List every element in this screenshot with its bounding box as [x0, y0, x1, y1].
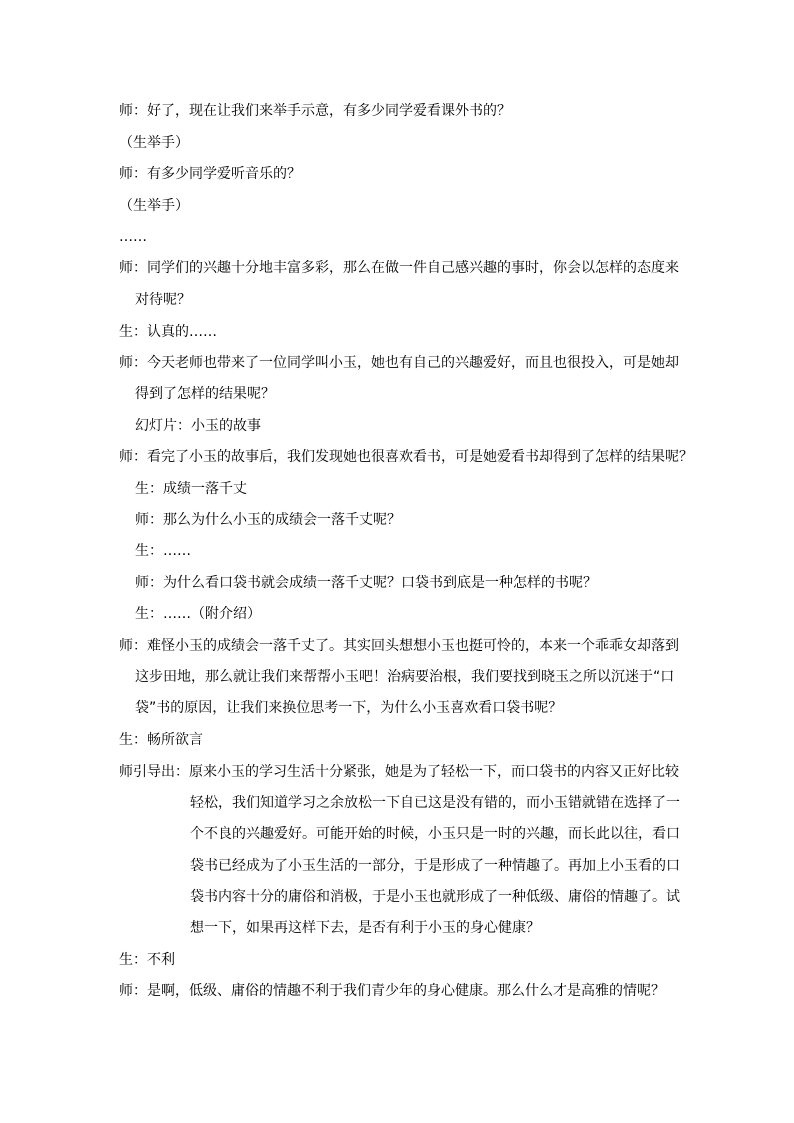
dialogue-line-continuation: 个不良的兴趣爱好。可能开始的时候，小玉只是一时的兴趣，而长此以往，看口 [190, 826, 680, 842]
dialogue-line: 师：难怪小玉的成绩会一落千丈了。其实回头想想小玉也挺可怜的，本来一个乖乖女却落到 [119, 638, 679, 654]
dialogue-line: 师：为什么看口袋书就会成绩一落千丈呢？口袋书到底是一种怎样的书呢？ [135, 575, 597, 591]
slide-note: 幻灯片：小玉的故事 [135, 418, 261, 434]
dialogue-line: 师：那么为什么小玉的成绩会一落千丈呢？ [135, 512, 401, 528]
ellipsis-line: …… [119, 229, 147, 245]
dialogue-line: 师引导出：原来小玉的学习生活十分紧张，她是为了轻松一下，而口袋书的内容又正好比较 [119, 764, 679, 780]
dialogue-line-continuation: 袋”书的原因，让我们来换位思考一下，为什么小玉喜欢看口袋书呢？ [135, 700, 563, 716]
dialogue-line-continuation: 想一下，如果再这样下去，是否有利于小玉的身心健康？ [190, 920, 540, 936]
dialogue-line-continuation: 袋书内容十分的庸俗和消极，于是小玉也就形成了一种低级、庸俗的情趣了。试 [190, 889, 680, 905]
dialogue-line: 生：不利 [119, 952, 175, 968]
dialogue-line: 师：看完了小玉的故事后，我们发现她也很喜欢看书，可是她爱看书却得到了怎样的结果呢？ [119, 449, 693, 465]
dialogue-line: 生：…… [135, 543, 191, 559]
dialogue-line: 师：是啊，低级、庸俗的情趣不利于我们青少年的身心健康。那么什么才是高雅的情呢？ [119, 983, 665, 999]
dialogue-line: 生：……（附介绍） [135, 606, 261, 622]
dialogue-line-continuation: 对待呢？ [135, 292, 191, 308]
dialogue-line: 生：认真的…… [119, 324, 217, 340]
dialogue-line-continuation: 得到了怎样的结果呢？ [135, 386, 275, 402]
stage-direction: （生举手） [119, 198, 189, 214]
dialogue-line: 师：今天老师也带来了一位同学叫小玉，她也有自己的兴趣爱好，而且也很投入，可是她却 [119, 355, 679, 371]
dialogue-line: 生：畅所欲言 [119, 732, 203, 748]
dialogue-line-continuation: 这步田地，那么就让我们来帮帮小玉吧！治病要治根，我们要找到晓玉之所以沉迷于“口 [135, 669, 675, 685]
dialogue-line-continuation: 袋书已经成为了小玉生活的一部分，于是形成了一种情趣了。再加上小玉看的口 [190, 858, 680, 874]
dialogue-line: 师：同学们的兴趣十分地丰富多彩，那么在做一件自己感兴趣的事时，你会以怎样的态度来 [119, 260, 679, 276]
dialogue-line: 师：有多少同学爱听音乐的？ [119, 166, 301, 182]
stage-direction: （生举手） [119, 135, 189, 151]
dialogue-line: 生：成绩一落千丈 [135, 481, 247, 497]
dialogue-line: 师：好了，现在让我们来举手示意，有多少同学爱看课外书的？ [119, 103, 511, 119]
dialogue-line-continuation: 轻松，我们知道学习之余放松一下自已这是没有错的，而小玉错就错在选择了一 [190, 795, 680, 811]
